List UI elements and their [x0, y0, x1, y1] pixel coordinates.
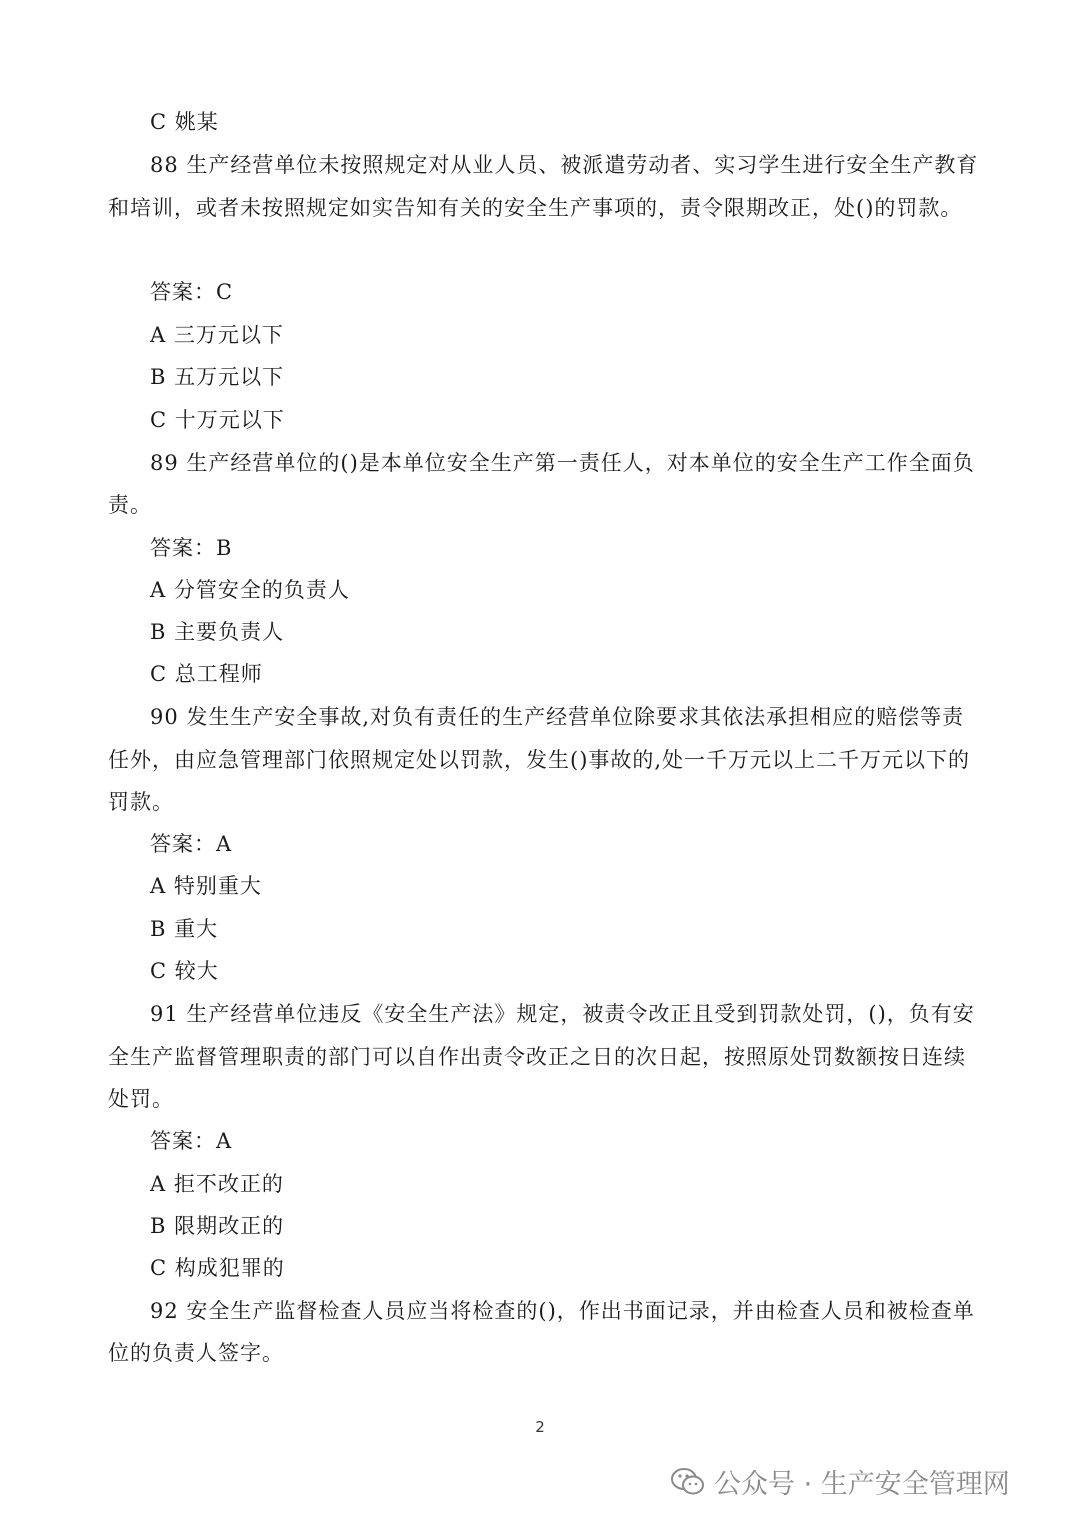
question-line: 和培训，或者未按照规定如实告知有关的安全生产事项的，责令限期改正，处()的罚款。 — [108, 196, 963, 220]
option-line: B 限期改正的 — [150, 1214, 285, 1238]
option-line: A 三万元以下 — [150, 323, 284, 347]
question-line: 92 安全生产监督检查人员应当将检查的()，作出书面记录，并由检查人员和被检查单 — [150, 1299, 975, 1323]
option-line: A 分管安全的负责人 — [150, 578, 350, 602]
option-line: C 较大 — [150, 959, 219, 983]
question-line: 88 生产经营单位未按照规定对从业人员、被派遣劳动者、实习学生进行安全生产教育 — [150, 153, 979, 177]
option-line: B 五万元以下 — [150, 365, 285, 389]
option-line: C 姚某 — [150, 110, 219, 134]
question-line: 位的负责人签字。 — [108, 1341, 284, 1365]
option-line: B 重大 — [150, 917, 219, 941]
option-line: C 构成犯罪的 — [150, 1256, 285, 1280]
question-line: 任外，由应急管理部门依照规定处以罚款，发生()事故的,处一千万元以上二千万元以下的 — [108, 748, 971, 772]
question-line: 90 发生生产安全事故,对负有责任的生产经营单位除要求其依法承担相应的赔偿等责 — [150, 705, 965, 729]
page-number: 2 — [535, 1418, 545, 1436]
answer-line: 答案：A — [150, 1129, 233, 1153]
question-line: 91 生产经营单位违反《安全生产法》规定，被责令改正且受到罚款处罚，()，负有安 — [150, 1002, 975, 1026]
answer-line: 答案：C — [150, 280, 234, 304]
option-line: C 十万元以下 — [150, 408, 285, 432]
option-line: C 总工程师 — [150, 662, 263, 686]
question-line: 89 生产经营单位的()是本单位安全生产第一责任人，对本单位的安全生产工作全面负 — [150, 451, 975, 475]
answer-line: 答案：A — [150, 832, 233, 856]
option-line: A 特别重大 — [150, 874, 262, 898]
watermark-text: 公众号 · 生产安全管理网 — [714, 1469, 1010, 1500]
option-line: B 主要负责人 — [150, 620, 285, 644]
option-line: A 拒不改正的 — [150, 1172, 284, 1196]
watermark — [670, 1462, 1010, 1501]
answer-line: 答案：B — [150, 536, 233, 560]
question-line: 罚款。 — [108, 790, 174, 814]
question-line: 责。 — [108, 493, 152, 517]
question-line: 处罚。 — [108, 1087, 174, 1111]
wechat-icon — [670, 1467, 706, 1497]
question-line: 全生产监督管理职责的部门可以自作出责令改正之日的次日起，按照原处罚数额按日连续 — [108, 1045, 966, 1069]
